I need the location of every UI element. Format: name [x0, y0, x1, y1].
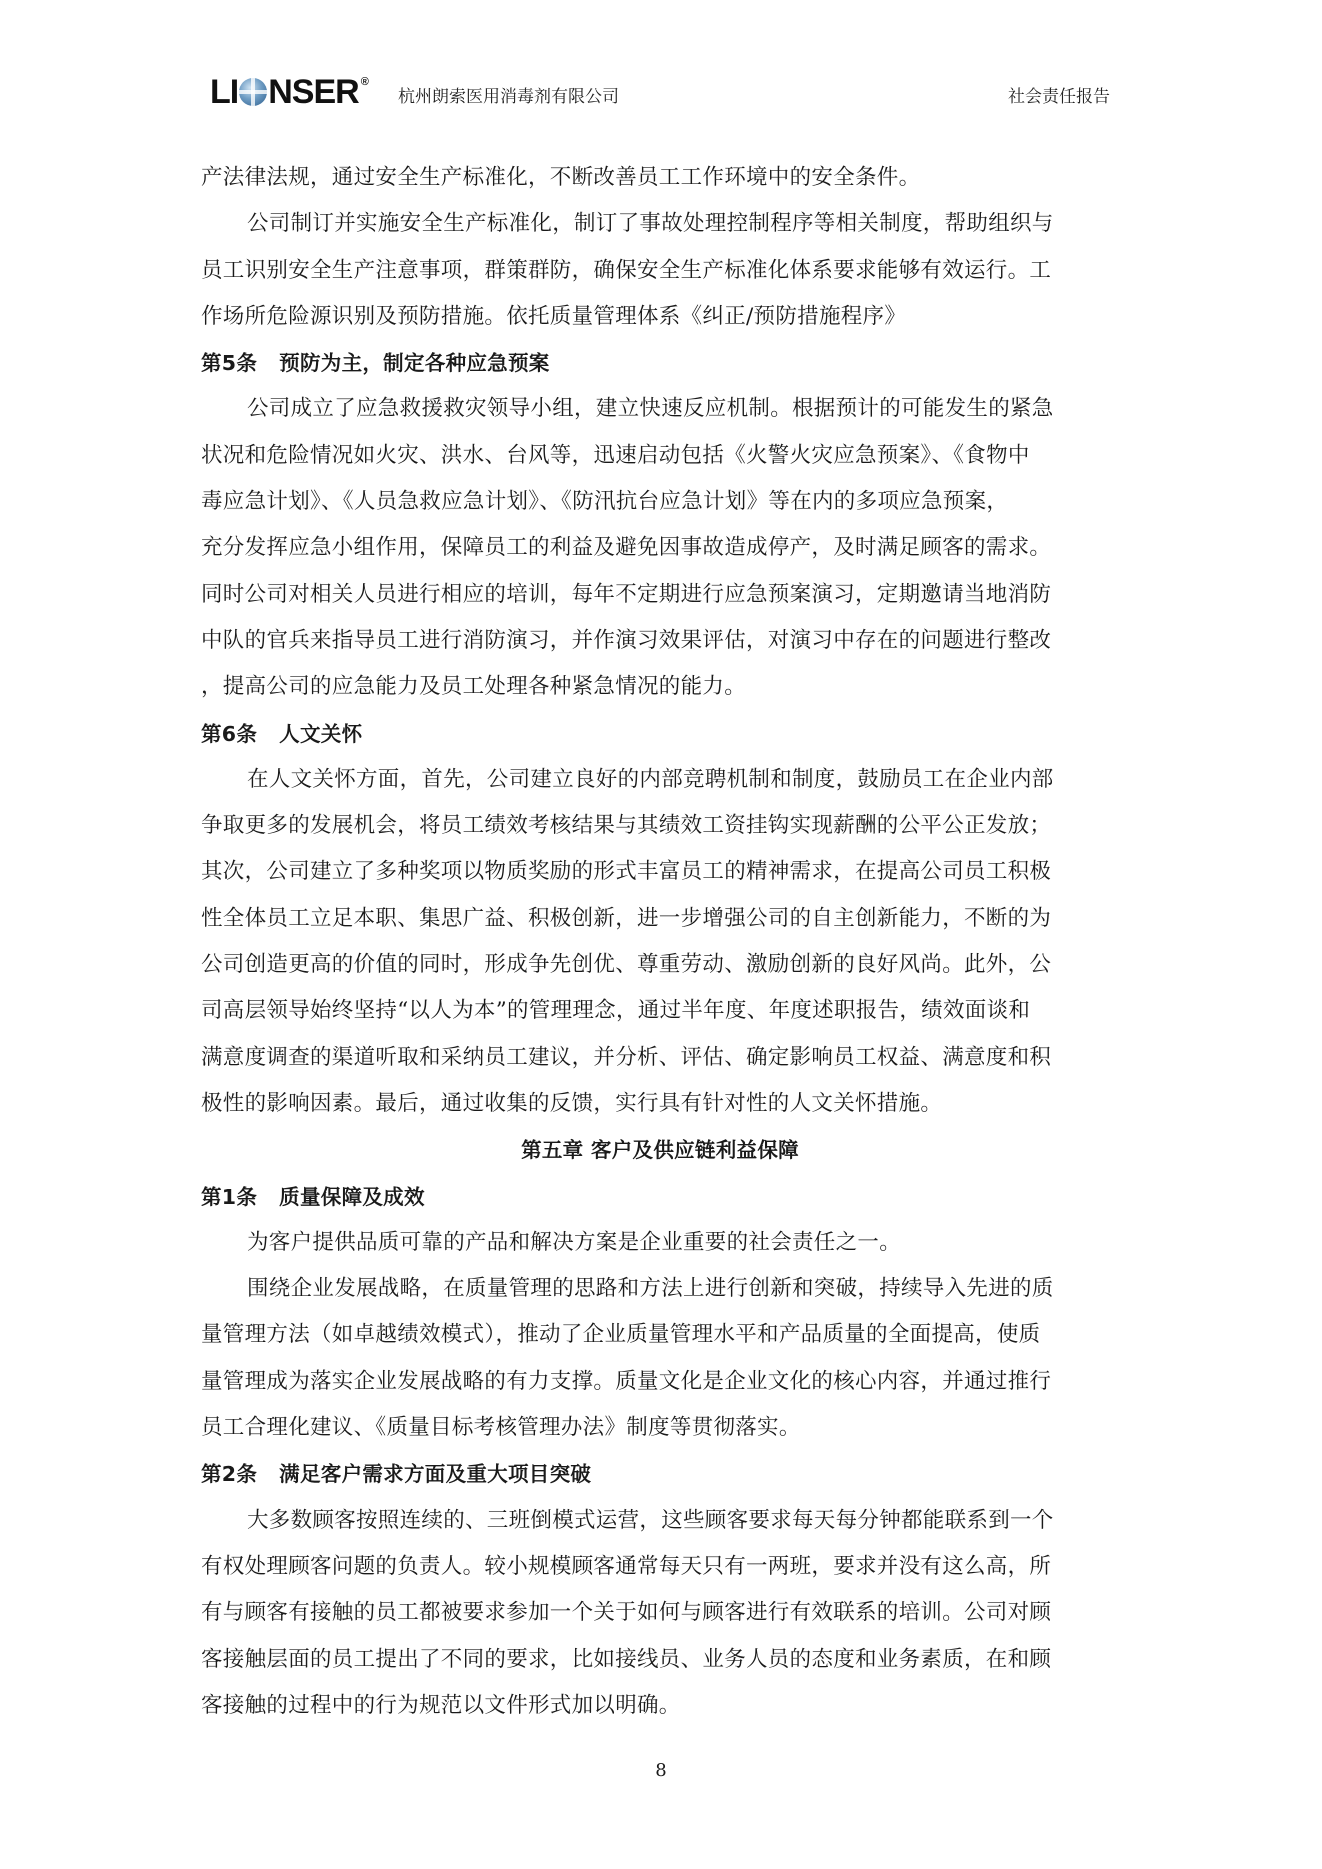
- article-number: 第2条: [201, 1462, 258, 1487]
- article-heading: [201, 1174, 1119, 1220]
- paragraph-line: 其次，公司建立了多种奖项以物质奖励的形式丰富员工的精神需求，在提高公司员工积极: [201, 859, 1052, 885]
- paragraph-line: 状况和危险情况如火灾、洪水、台风等，迅速启动包括《火警火灾应急预案》、《食物中: [201, 442, 1030, 468]
- article-number: 第5条: [201, 351, 258, 376]
- paragraph-line: 公司成立了应急救援救灾领导小组，建立快速反应机制。根据预计的可能发生的紧急: [247, 396, 1054, 422]
- paragraph-line: 满意度调查的渠道听取和采纳员工建议，并分析、评估、确定影响员工权益、满意度和积: [201, 1044, 1052, 1070]
- article-number: 第1条: [201, 1184, 258, 1209]
- company-name: 杭州朗索医用消毒剂有限公司: [398, 87, 619, 107]
- paragraph-line: 员工合理化建议、《质量目标考核管理办法》制度等贯彻落实。: [201, 1415, 801, 1441]
- paragraph-line: 同时公司对相关人员进行相应的培训，每年不定期进行应急预案演习，定期邀请当地消防: [201, 581, 1052, 607]
- article-heading: [201, 340, 1119, 386]
- logo-text-right: NSER: [268, 73, 359, 111]
- page-number: 8: [655, 1760, 667, 1781]
- article-title: 预防为主，制定各种应急预案: [279, 351, 550, 376]
- paragraph-line: 量管理方法（如卓越绩效模式），推动了企业质量管理水平和产品质量的全面提高，使质: [201, 1322, 1041, 1348]
- paragraph-line: 大多数顾客按照连续的、三班倒模式运营，这些顾客要求每天每分钟都能联系到一个: [247, 1507, 1054, 1533]
- paragraph-line: 充分发挥应急小组作用，保障员工的利益及避免因事故造成停产，及时满足顾客的需求。: [201, 535, 1052, 561]
- paragraph-line: 极性的影响因素。最后，通过收集的反馈，实行具有针对性的人文关怀措施。: [201, 1090, 943, 1116]
- paragraph-line: 争取更多的发展机会，将员工绩效考核结果与其绩效工资挂钩实现薪酬的公平公正发放；: [201, 813, 1052, 839]
- article-title: 人文关怀: [279, 721, 363, 746]
- company-logo: [210, 72, 368, 112]
- paragraph-line: 有权处理顾客问题的负责人。较小规模顾客通常每天只有一两班，要求并没有这么高，所: [201, 1553, 1052, 1579]
- paragraph-line: 司高层领导始终坚持“以人为本”的管理理念，通过半年度、年度述职报告，绩效面谈和: [201, 998, 1031, 1024]
- article-number: 第6条: [201, 721, 258, 746]
- paragraph-line: 中队的官兵来指导员工进行消防演习，并作演习效果评估，对演习中存在的问题进行整改: [201, 627, 1052, 653]
- paragraph-line: 围绕企业发展战略，在质量管理的思路和方法上进行创新和突破，持续导入先进的质: [247, 1276, 1054, 1302]
- paragraph-line: 作场所危险源识别及预防措施。依托质量管理体系《纠正/预防措施程序》: [201, 303, 907, 329]
- paragraph-line: 公司创造更高的价值的同时，形成争先创优、尊重劳动、激励创新的良好风尚。此外，公: [201, 952, 1052, 978]
- paragraph-line: ，提高公司的应急能力及员工处理各种紧急情况的能力。: [201, 674, 747, 700]
- paragraph-line: 毒应急计划》、《人员急救应急计划》、《防汛抗台应急计划》等在内的多项应急预案，: [201, 489, 1009, 515]
- paragraph-line: 公司制订并实施安全生产标准化，制订了事故处理控制程序等相关制度，帮助组织与: [247, 211, 1054, 237]
- paragraph-line: 员工识别安全生产注意事项，群策群防，确保安全生产标准化体系要求能够有效运行。工: [201, 257, 1052, 283]
- chapter-heading: 第五章 客户及供应链利益保障: [521, 1138, 799, 1163]
- paragraph-line: 客接触的过程中的行为规范以文件形式加以明确。: [201, 1692, 681, 1718]
- paragraph-line: 为客户提供品质可靠的产品和解决方案是企业重要的社会责任之一。: [247, 1229, 902, 1255]
- report-title: 社会责任报告: [1008, 87, 1110, 107]
- paragraph-line: 有与顾客有接触的员工都被要求参加一个关于如何与顾客进行有效联系的培训。公司对顾: [201, 1600, 1052, 1626]
- paragraph-line: 在人文关怀方面，首先，公司建立良好的内部竞聘机制和制度，鼓励员工在企业内部: [247, 766, 1054, 792]
- article-heading: [201, 711, 1119, 757]
- paragraph-line: 性全体员工立足本职、集思广益、积极创新，进一步增强公司的自主创新能力，不断的为: [201, 905, 1052, 931]
- paragraph-line: 产法律法规，通过安全生产标准化，不断改善员工工作环境中的安全条件。: [201, 165, 921, 190]
- article-title: 质量保障及成效: [279, 1184, 425, 1209]
- paragraph-line: 客接触层面的员工提出了不同的要求，比如接线员、业务人员的态度和业务素质，在和顾: [201, 1646, 1052, 1672]
- logo-wordmark: [210, 72, 368, 112]
- article-heading: [201, 1451, 1119, 1497]
- page-header: [210, 72, 1110, 116]
- document-body: [201, 155, 1119, 1729]
- article-title: 满足客户需求方面及重大项目突破: [279, 1462, 592, 1487]
- registered-mark: ®: [360, 76, 368, 88]
- paragraph-line: 量管理成为落实企业发展战略的有力支撑。质量文化是企业文化的核心内容，并通过推行: [201, 1368, 1052, 1394]
- globe-icon: [239, 78, 267, 106]
- logo-text-left: LI: [210, 73, 239, 111]
